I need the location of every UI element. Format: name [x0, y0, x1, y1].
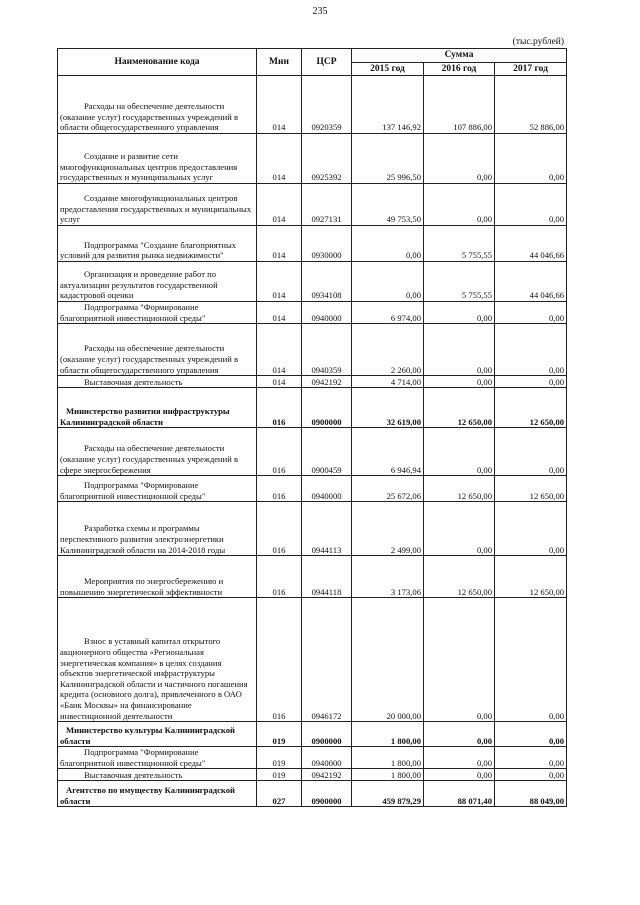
row-csr: 0940000 — [302, 747, 352, 769]
row-value-2015: 1 800,00 — [352, 722, 424, 747]
row-csr: 0900000 — [302, 388, 352, 428]
row-csr: 0944113 — [302, 502, 352, 556]
row-name-text: Создание и развитие сети многофункциональных центров предоставления государственных и муниципальных услуг — [60, 151, 238, 183]
row-csr: 0946172 — [302, 598, 352, 722]
row-value-2016: 0,00 — [424, 134, 495, 184]
row-value-2015: 0,00 — [352, 226, 424, 262]
row-csr: 0900000 — [302, 781, 352, 807]
table-row — [58, 226, 567, 262]
row-name — [58, 134, 257, 184]
row-value-2017: 88 049,00 — [495, 781, 567, 807]
row-min: 016 — [257, 598, 302, 722]
row-value-2017: 0,00 — [495, 428, 567, 476]
row-value-2015: 1 800,00 — [352, 769, 424, 781]
row-csr: 0930000 — [302, 226, 352, 262]
row-value-2015: 25 672,06 — [352, 476, 424, 502]
row-name-text: Агентство по имуществу Калининградской области — [60, 785, 235, 806]
table-body — [58, 76, 567, 807]
table-row — [58, 476, 567, 502]
row-name — [58, 556, 257, 598]
row-name — [58, 722, 257, 747]
row-value-2015: 20 000,00 — [352, 598, 424, 722]
row-min: 019 — [257, 769, 302, 781]
row-name-text: Расходы на обеспечение деятельности (оказание услуг) государственных учреждений в области общегосударственного управления — [60, 101, 239, 133]
row-value-2015: 6 974,00 — [352, 302, 424, 324]
row-name-text: Выставочная деятельность — [84, 376, 183, 387]
table-row — [58, 502, 567, 556]
col-header-min: Мин — [257, 49, 302, 76]
row-value-2017: 12 650,00 — [495, 556, 567, 598]
table-row — [58, 262, 567, 302]
row-value-2016: 12 650,00 — [424, 556, 495, 598]
table-row — [58, 722, 567, 747]
table-row — [58, 556, 567, 598]
row-min: 014 — [257, 302, 302, 324]
row-csr: 0920359 — [302, 76, 352, 134]
row-value-2016: 0,00 — [424, 428, 495, 476]
row-min: 014 — [257, 76, 302, 134]
row-value-2015: 1 800,00 — [352, 747, 424, 769]
row-value-2015: 32 619,00 — [352, 388, 424, 428]
row-min: 016 — [257, 428, 302, 476]
row-name-text: Подпрограмма "Формирование благоприятной инвестиционной среды" — [60, 480, 206, 501]
row-min: 014 — [257, 226, 302, 262]
row-name — [58, 262, 257, 302]
row-value-2016: 0,00 — [424, 302, 495, 324]
page-number: 235 — [312, 6, 328, 17]
row-min: 016 — [257, 556, 302, 598]
table-row — [58, 302, 567, 324]
row-csr: 0944118 — [302, 556, 352, 598]
row-min: 014 — [257, 184, 302, 226]
row-value-2016: 0,00 — [424, 769, 495, 781]
row-name — [58, 376, 257, 388]
table-row — [58, 76, 567, 134]
row-value-2017: 0,00 — [495, 134, 567, 184]
col-header-csr: ЦСР — [302, 49, 352, 76]
row-name-text: Министерство культуры Калининградской области — [60, 725, 235, 746]
row-name-text: Подпрограмма "Формирование благоприятной инвестиционной среды" — [60, 302, 206, 323]
row-name — [58, 747, 257, 769]
row-name — [58, 302, 257, 324]
table-row — [58, 781, 567, 807]
row-value-2016: 12 650,00 — [424, 388, 495, 428]
row-name-text: Подпрограмма "Создание благоприятных условий для развития рынка недвижимости" — [60, 239, 237, 261]
row-value-2016: 5 755,55 — [424, 262, 495, 302]
row-value-2016: 0,00 — [424, 722, 495, 747]
row-value-2015: 25 996,50 — [352, 134, 424, 184]
row-name — [58, 502, 257, 556]
row-value-2015: 6 946,94 — [352, 428, 424, 476]
row-value-2017: 0,00 — [495, 747, 567, 769]
row-csr: 0940359 — [302, 324, 352, 376]
row-value-2017: 12 650,00 — [495, 476, 567, 502]
row-value-2017: 0,00 — [495, 769, 567, 781]
row-min: 019 — [257, 722, 302, 747]
table-row — [58, 428, 567, 476]
budget-table — [57, 48, 567, 807]
row-min: 019 — [257, 747, 302, 769]
row-name-text: Мероприятия по энергосбережению и повышению энергетической эффективности — [60, 576, 224, 597]
row-value-2015: 3 173,06 — [352, 556, 424, 598]
row-name-text: Взнос в уставный капитал открытого акционерного общества «Региональная энергетическая компания» в целях создания объектов энергетической инфраструктуры Калининградской области и частичного погашения кредита (основного долга), привлеченного в ОАО «Банк Москвы» на финансирование инвестиционной деятельности — [60, 636, 248, 721]
row-value-2016: 0,00 — [424, 598, 495, 722]
row-value-2017: 0,00 — [495, 184, 567, 226]
row-csr: 0900000 — [302, 722, 352, 747]
row-csr: 0934108 — [302, 262, 352, 302]
row-value-2016: 12 650,00 — [424, 476, 495, 502]
row-name — [58, 226, 257, 262]
row-min: 014 — [257, 376, 302, 388]
table-row — [58, 769, 567, 781]
row-name — [58, 476, 257, 502]
table-row — [58, 376, 567, 388]
row-value-2015: 0,00 — [352, 262, 424, 302]
row-csr: 0940000 — [302, 302, 352, 324]
row-value-2015: 49 753,50 — [352, 184, 424, 226]
row-value-2017: 0,00 — [495, 598, 567, 722]
row-value-2016: 0,00 — [424, 502, 495, 556]
units-label: (тыс.рублей) — [512, 37, 564, 47]
row-min: 027 — [257, 781, 302, 807]
table-row — [58, 388, 567, 428]
row-value-2015: 2 499,00 — [352, 502, 424, 556]
row-name — [58, 769, 257, 781]
row-value-2016: 0,00 — [424, 184, 495, 226]
table-row — [58, 598, 567, 722]
row-name — [58, 781, 257, 807]
row-value-2015: 4 714,00 — [352, 376, 424, 388]
row-name-text: Выставочная деятельность — [84, 769, 183, 780]
row-value-2017: 52 886,00 — [495, 76, 567, 134]
col-header-2016: 2016 год — [424, 63, 495, 76]
col-header-2017: 2017 год — [495, 63, 567, 76]
row-value-2017: 44 046,66 — [495, 226, 567, 262]
row-value-2017: 0,00 — [495, 324, 567, 376]
row-min: 014 — [257, 262, 302, 302]
row-name — [58, 324, 257, 376]
row-name-text: Министерство развития инфраструктуры Калининградской области — [60, 406, 230, 427]
row-value-2017: 12 650,00 — [495, 388, 567, 428]
row-name — [58, 76, 257, 134]
row-value-2016: 0,00 — [424, 747, 495, 769]
row-name-text: Расходы на обеспечение деятельности (оказание услуг) государственных учреждений в сфере энергосбережения — [60, 443, 239, 475]
table-row — [58, 324, 567, 376]
col-header-sum: Сумма — [352, 49, 567, 63]
row-name — [58, 388, 257, 428]
row-name-text: Создание многофункциональных центров предоставления государственных и муниципальных услуг — [60, 193, 252, 225]
row-csr: 0942192 — [302, 769, 352, 781]
row-value-2016: 5 755,55 — [424, 226, 495, 262]
row-name — [58, 598, 257, 722]
row-name-text: Подпрограмма "Формирование благоприятной инвестиционной среды" — [60, 747, 206, 768]
row-name — [58, 428, 257, 476]
row-value-2016: 0,00 — [424, 324, 495, 376]
row-csr: 0942192 — [302, 376, 352, 388]
row-csr: 0940000 — [302, 476, 352, 502]
row-value-2016: 107 886,00 — [424, 76, 495, 134]
table-row — [58, 134, 567, 184]
row-name-text: Расходы на обеспечение деятельности (оказание услуг) государственных учреждений в области общегосударственного управления — [60, 343, 239, 375]
row-value-2015: 459 879,29 — [352, 781, 424, 807]
row-value-2015: 2 260,00 — [352, 324, 424, 376]
row-min: 016 — [257, 502, 302, 556]
row-name-text: Организация и проведение работ по актуализации результатов государственной кадастровой оценки — [60, 269, 218, 301]
col-header-2015: 2015 год — [352, 63, 424, 76]
row-csr: 0927131 — [302, 184, 352, 226]
row-value-2017: 0,00 — [495, 376, 567, 388]
col-header-name: Наименование кода — [58, 49, 257, 76]
row-min: 016 — [257, 388, 302, 428]
table-row — [58, 747, 567, 769]
row-csr: 0925392 — [302, 134, 352, 184]
table-header — [58, 49, 567, 76]
row-value-2017: 0,00 — [495, 502, 567, 556]
row-min: 014 — [257, 134, 302, 184]
row-value-2016: 88 071,40 — [424, 781, 495, 807]
row-min: 014 — [257, 324, 302, 376]
row-name-text: Разработка схемы и программы перспективного развития электроэнергетики Калининградской области на 2014-2018 годы — [60, 523, 226, 555]
row-min: 016 — [257, 476, 302, 502]
row-value-2017: 0,00 — [495, 302, 567, 324]
row-name — [58, 184, 257, 226]
table-row — [58, 184, 567, 226]
row-value-2015: 137 146,92 — [352, 76, 424, 134]
row-value-2017: 44 046,66 — [495, 262, 567, 302]
row-value-2016: 0,00 — [424, 376, 495, 388]
row-value-2017: 0,00 — [495, 722, 567, 747]
row-csr: 0900459 — [302, 428, 352, 476]
